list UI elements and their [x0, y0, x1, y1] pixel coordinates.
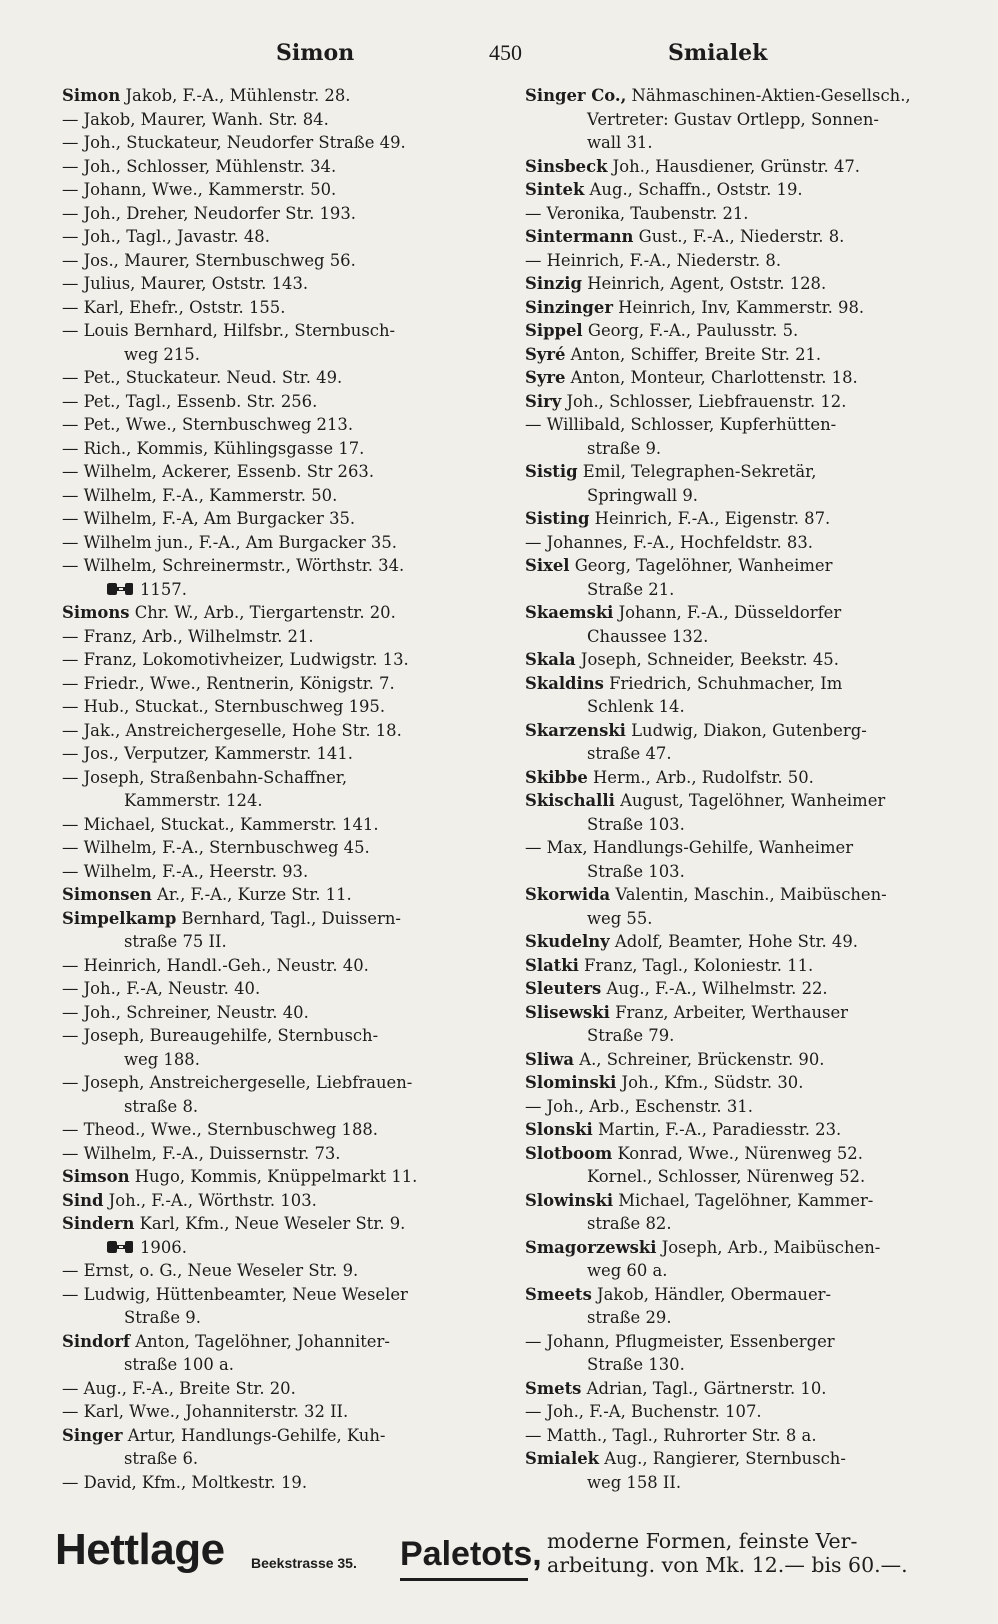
- entry-line: [62, 366, 492, 390]
- surname: Sliwa: [525, 1049, 575, 1069]
- surname: Sind: [62, 1190, 104, 1210]
- entry-text: Kammerstr. 124.: [124, 791, 263, 810]
- entry-text: — Johann, Pflugmeister, Essenberger: [525, 1331, 835, 1351]
- page-number: 450: [489, 40, 522, 65]
- entry-line: [62, 1048, 492, 1072]
- entry-text: Joseph, Schneider, Beekstr. 45.: [575, 650, 839, 669]
- entry-line: [62, 296, 492, 320]
- entry-line: [62, 860, 492, 884]
- entry-line: [525, 836, 973, 860]
- entry-text: — Joh., Tagl., Javastr. 48.: [62, 227, 270, 246]
- surname-entry: [525, 319, 973, 343]
- entry-line: [525, 1259, 973, 1283]
- surname-entry: [525, 1071, 973, 1095]
- surname-entry: [525, 1189, 973, 1213]
- surname-entry: [525, 719, 973, 743]
- entry-line: [525, 202, 973, 226]
- surname: Simson: [62, 1167, 130, 1186]
- surname-entry: [525, 883, 973, 907]
- entry-line: [525, 1353, 973, 1377]
- entry-text: — Franz, Lokomotivheizer, Ludwigstr. 13.: [62, 650, 409, 669]
- telephone-receiver-icon: [106, 582, 134, 596]
- entry-text: — Joh., Arb., Eschenstr. 31.: [525, 1096, 753, 1116]
- surname-entry: [525, 1048, 973, 1072]
- surname-entry: [525, 1283, 973, 1307]
- entry-text: Anton, Tagelöhner, Johanniter-: [130, 1331, 390, 1351]
- surname: Skarzenski: [525, 720, 626, 740]
- surname-entry: [525, 930, 973, 954]
- entry-line: [62, 272, 492, 296]
- entry-text: — Jos., Maurer, Sternbuschweg 56.: [62, 250, 356, 270]
- entry-text: Jakob, Händler, Obermauer-: [591, 1284, 832, 1304]
- entry-text: Springwall 9.: [587, 485, 698, 505]
- surname: Slowinski: [525, 1190, 614, 1210]
- entry-line: [62, 695, 492, 719]
- entry-text: — Veronika, Taubenstr. 21.: [525, 203, 749, 223]
- entry-line: [62, 437, 492, 461]
- entry-text: — Theod., Wwe., Sternbuschweg 188.: [62, 1120, 379, 1139]
- entry-line: [62, 1071, 492, 1095]
- entry-text: Michael, Tagelöhner, Kammer-: [613, 1190, 874, 1210]
- entry-line: [62, 1001, 492, 1025]
- entry-line: [62, 507, 492, 531]
- entry-text: — Pet., Tagl., Essenb. Str. 256.: [62, 391, 318, 411]
- surname: Sisting: [525, 509, 590, 528]
- entry-text: Johann, F.-A., Düsseldorfer: [613, 603, 842, 622]
- entry-line: [525, 860, 973, 884]
- entry-text: straße 100 a.: [124, 1355, 234, 1374]
- entry-line: [62, 531, 492, 555]
- entry-line: [62, 1095, 492, 1119]
- entry-line: [62, 131, 492, 155]
- surname-entry: [62, 1330, 492, 1354]
- entry-line: [525, 578, 973, 602]
- entry-text: weg 158 II.: [587, 1472, 682, 1492]
- entry-text: — David, Kfm., Moltkestr. 19.: [62, 1472, 308, 1492]
- entry-text: Straße 130.: [587, 1355, 685, 1374]
- surname: Skala: [525, 650, 576, 669]
- surname: Singer: [62, 1425, 123, 1445]
- entry-text: Vertreter: Gustav Ortlepp, Sonnen-: [587, 109, 879, 129]
- entry-line: [525, 813, 973, 837]
- entry-text: — Joseph, Bureaugehilfe, Sternbusch-: [62, 1026, 379, 1045]
- entry-line: [525, 131, 973, 155]
- entry-text: Martin, F.-A., Paradiesstr. 23.: [592, 1120, 842, 1139]
- entry-line: [62, 1024, 492, 1048]
- entry-line: [62, 554, 492, 578]
- entry-text: A., Schreiner, Brückenstr. 90.: [574, 1049, 825, 1069]
- entry-line: [62, 742, 492, 766]
- entry-line: [62, 343, 492, 367]
- entry-line: [62, 484, 492, 508]
- entry-text: Konrad, Wwe., Nürenweg 52.: [612, 1143, 863, 1163]
- entry-text: Herm., Arb., Rudolfstr. 50.: [587, 767, 814, 787]
- ad-description: [547, 1529, 908, 1577]
- entry-text: — Johannes, F.-A., Hochfeldstr. 83.: [525, 532, 813, 552]
- surname: Slominski: [525, 1073, 617, 1092]
- surname: Skaldins: [525, 673, 604, 693]
- entry-text: straße 6.: [124, 1449, 199, 1468]
- surname: Skorwida: [525, 885, 611, 904]
- surname: Simonsen: [62, 885, 152, 904]
- surname: Sindorf: [62, 1331, 131, 1351]
- entry-line: [62, 977, 492, 1001]
- entry-text: Joh., Kfm., Südstr. 30.: [616, 1073, 804, 1092]
- surname-entry: [525, 554, 973, 578]
- surname-entry: [525, 789, 973, 813]
- entry-line: [525, 484, 973, 508]
- entry-line: [525, 1165, 973, 1189]
- entry-text: — Ernst, o. G., Neue Weseler Str. 9.: [62, 1261, 359, 1280]
- entry-line: [62, 930, 492, 954]
- surname-entry: [525, 507, 973, 531]
- entry-text: — Pet., Wwe., Sternbuschweg 213.: [62, 415, 354, 434]
- entry-line: [62, 625, 492, 649]
- entry-line: [62, 954, 492, 978]
- surname-entry: [525, 178, 973, 202]
- entry-text: — Max, Handlungs-Gehilfe, Wanheimer: [525, 838, 854, 857]
- surname: Sintermann: [525, 227, 634, 246]
- telephone-receiver-icon: [106, 1240, 134, 1254]
- entry-text: Ar., F.-A., Kurze Str. 11.: [151, 885, 352, 904]
- entry-text: Ludwig, Diakon, Gutenberg-: [625, 720, 867, 740]
- entry-text: — Wilhelm, F.-A, Am Burgacker 35.: [62, 509, 356, 528]
- entry-text: weg 55.: [587, 908, 653, 928]
- ad-description-line-2: arbeitung. von Mk. 12.— bis 60.—.: [547, 1553, 908, 1577]
- entry-text: Straße 103.: [587, 861, 685, 881]
- entry-line: [62, 1142, 492, 1166]
- entry-text: Adrian, Tagl., Gärtnerstr. 10.: [581, 1378, 827, 1398]
- surname-entry: [62, 601, 492, 625]
- entry-line: [62, 1118, 492, 1142]
- entry-text: — Joh., F.-A, Neustr. 40.: [62, 979, 261, 998]
- surname-entry: [525, 296, 973, 320]
- entry-text: Hugo, Kommis, Knüppelmarkt 11.: [129, 1167, 418, 1186]
- entry-text: — Joseph, Anstreichergeselle, Liebfrauen-: [62, 1073, 413, 1092]
- surname-entry: [62, 1189, 492, 1213]
- entry-text: straße 8.: [124, 1096, 199, 1116]
- entry-text: 1906.: [140, 1237, 187, 1257]
- entry-text: Joseph, Arb., Maibüschen-: [656, 1237, 881, 1257]
- entry-text: — Franz, Arb., Wilhelmstr. 21.: [62, 626, 314, 646]
- entry-text: straße 75 II.: [124, 932, 227, 951]
- surname-entry: [525, 155, 973, 179]
- entry-line: [62, 202, 492, 226]
- entry-line: [525, 249, 973, 273]
- surname: Sinzig: [525, 274, 582, 293]
- entry-line: [525, 531, 973, 555]
- advertisement-banner: [55, 1525, 945, 1601]
- entry-line: [62, 1400, 492, 1424]
- entry-text: — Hub., Stuckat., Sternbuschweg 195.: [62, 697, 386, 716]
- surname-entry: [525, 1236, 973, 1260]
- surname-entry: [525, 1118, 973, 1142]
- entry-text: Franz, Tagl., Koloniestr. 11.: [578, 955, 814, 975]
- entry-text: — Ludwig, Hüttenbeamter, Neue Weseler: [62, 1284, 408, 1304]
- surname-entry: [62, 84, 492, 108]
- entry-text: Emil, Telegraphen-Sekretär,: [577, 462, 817, 481]
- entry-text: — Pet., Stuckateur. Neud. Str. 49.: [62, 368, 343, 387]
- surname: Sixel: [525, 556, 570, 575]
- surname: Smagorzewski: [525, 1237, 657, 1257]
- entry-line: [62, 1377, 492, 1401]
- surname-entry: [62, 1165, 492, 1189]
- phone-number-line: [62, 578, 492, 602]
- entry-text: — Matth., Tagl., Ruhrorter Str. 8 a.: [525, 1425, 817, 1445]
- surname-entry: [525, 225, 973, 249]
- surname: Smialek: [525, 1449, 600, 1468]
- surname-entry: [525, 460, 973, 484]
- entry-line: [62, 719, 492, 743]
- entry-line: [62, 813, 492, 837]
- entry-text: Straße 9.: [124, 1308, 201, 1327]
- entry-line: [62, 1259, 492, 1283]
- entry-line: [525, 1400, 973, 1424]
- entry-text: straße 82.: [587, 1214, 672, 1233]
- entry-line: [525, 1024, 973, 1048]
- entry-line: [62, 1353, 492, 1377]
- entry-line: [525, 413, 973, 437]
- entry-text: Aug., F.-A., Wilhelmstr. 22.: [601, 979, 828, 998]
- entry-text: Straße 79.: [587, 1026, 675, 1045]
- entry-line: [525, 1424, 973, 1448]
- entry-text: Joh., Schlosser, Liebfrauenstr. 12.: [561, 391, 847, 411]
- ad-address: Beekstrasse 35.: [251, 1555, 357, 1571]
- right-column: [525, 84, 973, 1494]
- entry-text: Schlenk 14.: [587, 697, 685, 716]
- entry-text: — Jakob, Maurer, Wanh. Str. 84.: [62, 109, 329, 129]
- surname: Sintek: [525, 180, 585, 199]
- surname: Slotboom: [525, 1143, 613, 1163]
- entry-line: [62, 1283, 492, 1307]
- surname: Sindern: [62, 1214, 135, 1233]
- entry-text: Straße 103.: [587, 814, 685, 834]
- surname: Sippel: [525, 321, 583, 340]
- entry-text: Heinrich, Inv, Kammerstr. 98.: [612, 297, 865, 317]
- surname: Slisewski: [525, 1002, 610, 1022]
- entry-text: — Willibald, Schlosser, Kupferhütten-: [525, 415, 837, 434]
- entry-line: [62, 413, 492, 437]
- surname: Syre: [525, 368, 566, 387]
- entry-text: — Heinrich, Handl.-Geh., Neustr. 40.: [62, 955, 369, 975]
- entry-line: [525, 1212, 973, 1236]
- entry-line: [525, 108, 973, 132]
- entry-line: [62, 225, 492, 249]
- entry-text: 1157.: [140, 579, 187, 599]
- entry-line: [525, 1471, 973, 1495]
- entry-text: — Aug., F.-A., Breite Str. 20.: [62, 1378, 296, 1398]
- entry-text: — Rich., Kommis, Kühlingsgasse 17.: [62, 438, 365, 458]
- entry-line: [62, 319, 492, 343]
- surname-entry: [525, 272, 973, 296]
- surname-entry: [525, 1377, 973, 1401]
- entry-line: [525, 695, 973, 719]
- entry-text: — Karl, Ehefr., Oststr. 155.: [62, 297, 286, 317]
- ad-underline: [400, 1578, 528, 1581]
- entry-text: Gust., F.-A., Niederstr. 8.: [633, 227, 845, 246]
- entry-text: — Julius, Maurer, Oststr. 143.: [62, 274, 309, 293]
- entry-text: weg 215.: [124, 344, 200, 364]
- surname: Slonski: [525, 1120, 593, 1139]
- entry-text: — Jos., Verputzer, Kammerstr. 141.: [62, 744, 353, 763]
- entry-text: Anton, Schiffer, Breite Str. 21.: [565, 344, 822, 364]
- entry-line: [62, 836, 492, 860]
- running-head-left: Simon: [276, 40, 355, 66]
- surname: Simons: [62, 603, 130, 622]
- entry-text: — Joh., Schlosser, Mühlenstr. 34.: [62, 156, 337, 176]
- entry-text: — Johann, Wwe., Kammerstr. 50.: [62, 180, 337, 199]
- entry-text: Aug., Rangierer, Sternbusch-: [599, 1449, 846, 1468]
- entry-text: Joh., F.-A., Wörthstr. 103.: [103, 1190, 317, 1210]
- entry-text: Aug., Schaffn., Oststr. 19.: [584, 180, 803, 199]
- entry-line: [525, 907, 973, 931]
- surname-entry: [525, 84, 973, 108]
- entry-line: [62, 1471, 492, 1495]
- surname: Sistig: [525, 462, 578, 481]
- entry-text: Jakob, F.-A., Mühlenstr. 28.: [120, 86, 351, 105]
- ad-description-line-1: moderne Formen, feinste Ver-: [547, 1529, 858, 1553]
- entry-text: — Wilhelm, Ackerer, Essenb. Str 263.: [62, 462, 375, 481]
- surname-entry: [62, 1424, 492, 1448]
- entry-line: [525, 1095, 973, 1119]
- entry-text: Anton, Monteur, Charlottenstr. 18.: [565, 368, 858, 387]
- entry-text: Georg, F.-A., Paulusstr. 5.: [582, 321, 799, 340]
- surname: Sleuters: [525, 979, 602, 998]
- entry-line: [62, 1447, 492, 1471]
- entry-line: [525, 437, 973, 461]
- entry-text: Heinrich, Agent, Oststr. 128.: [581, 274, 827, 293]
- entry-text: Bernhard, Tagl., Duissern-: [176, 908, 401, 928]
- entry-text: — Louis Bernhard, Hilfsbr., Sternbusch-: [62, 321, 396, 340]
- entry-line: [525, 1330, 973, 1354]
- entry-line: [62, 390, 492, 414]
- entry-text: — Wilhelm jun., F.-A., Am Burgacker 35.: [62, 532, 397, 552]
- entry-text: August, Tagelöhner, Wanheimer: [614, 791, 886, 810]
- entry-text: straße 29.: [587, 1308, 672, 1327]
- surname-entry: [525, 766, 973, 790]
- surname: Smeets: [525, 1284, 592, 1304]
- entry-text: — Jak., Anstreichergeselle, Hohe Str. 18.: [62, 720, 402, 740]
- entry-line: [62, 108, 492, 132]
- entry-text: — Joh., Schreiner, Neustr. 40.: [62, 1002, 309, 1022]
- surname: Simpelkamp: [62, 908, 177, 928]
- surname-entry: [525, 343, 973, 367]
- surname: Simon: [62, 86, 121, 105]
- entry-text: — Wilhelm, F.-A., Sternbuschweg 45.: [62, 838, 370, 857]
- entry-line: [62, 648, 492, 672]
- surname-entry: [525, 366, 973, 390]
- surname-entry: [525, 1001, 973, 1025]
- entry-text: Karl, Kfm., Neue Weseler Str. 9.: [134, 1214, 406, 1233]
- entry-line: [525, 1306, 973, 1330]
- surname-entry: [525, 1447, 973, 1471]
- entry-line: [62, 766, 492, 790]
- entry-text: — Joh., Dreher, Neudorfer Str. 193.: [62, 203, 356, 223]
- entry-text: — Friedr., Wwe., Rentnerin, Königstr. 7.: [62, 673, 395, 693]
- entry-line: [525, 625, 973, 649]
- entry-text: weg 60 a.: [587, 1261, 668, 1280]
- surname-entry: [525, 390, 973, 414]
- entry-text: Valentin, Maschin., Maibüschen-: [610, 885, 887, 904]
- entry-text: Nähmaschinen-Aktien-Gesellsch.,: [626, 86, 911, 105]
- surname-entry: [525, 672, 973, 696]
- running-head-right: Smialek: [668, 40, 768, 66]
- surname-entry: [525, 648, 973, 672]
- entry-text: — Karl, Wwe., Johanniterstr. 32 II.: [62, 1402, 349, 1421]
- entry-text: — Joh., Stuckateur, Neudorfer Straße 49.: [62, 133, 406, 152]
- entry-text: Friedrich, Schuhmacher, Im: [603, 673, 843, 693]
- entry-line: [62, 672, 492, 696]
- ad-product: Paletots,: [400, 1535, 542, 1573]
- entry-text: — Wilhelm, F.-A., Duissernstr. 73.: [62, 1143, 341, 1163]
- surname: Skudelny: [525, 932, 610, 951]
- entry-line: [525, 742, 973, 766]
- surname-entry: [525, 1142, 973, 1166]
- entry-text: — Wilhelm, Schreinermstr., Wörthstr. 34.: [62, 556, 405, 575]
- surname-entry: [525, 954, 973, 978]
- entry-text: Artur, Handlungs-Gehilfe, Kuh-: [122, 1425, 386, 1445]
- entry-line: [62, 178, 492, 202]
- entry-text: Chaussee 132.: [587, 626, 709, 646]
- ad-brand: Hettlage: [55, 1525, 225, 1574]
- entry-line: [62, 1306, 492, 1330]
- left-column: [62, 84, 492, 1494]
- surname: Syré: [525, 344, 566, 364]
- entry-line: [62, 460, 492, 484]
- surname: Skaemski: [525, 603, 614, 622]
- entry-text: — Wilhelm, F.-A., Kammerstr. 50.: [62, 485, 338, 505]
- surname: Sinsbeck: [525, 156, 608, 176]
- surname-entry: [525, 977, 973, 1001]
- entry-text: Heinrich, F.-A., Eigenstr. 87.: [589, 509, 831, 528]
- entry-line: [62, 155, 492, 179]
- entry-text: Straße 21.: [587, 579, 675, 599]
- entry-text: Franz, Arbeiter, Werthauser: [609, 1002, 848, 1022]
- entry-line: [62, 789, 492, 813]
- phone-number-line: [62, 1236, 492, 1260]
- surname: Skibbe: [525, 767, 588, 787]
- surname-entry: [62, 883, 492, 907]
- surname: Skischalli: [525, 791, 615, 810]
- entry-text: — Joseph, Straßenbahn-Schaffner,: [62, 767, 348, 787]
- entry-text: — Joh., F.-A, Buchenstr. 107.: [525, 1402, 762, 1421]
- surname: Slatki: [525, 955, 579, 975]
- entry-text: wall 31.: [587, 133, 653, 152]
- entry-text: Kornel., Schlosser, Nürenweg 52.: [587, 1167, 866, 1186]
- surname: Singer Co.,: [525, 86, 627, 105]
- entry-text: — Wilhelm, F.-A., Heerstr. 93.: [62, 861, 309, 881]
- entry-text: — Heinrich, F.-A., Niederstr. 8.: [525, 250, 782, 270]
- surname-entry: [62, 1212, 492, 1236]
- surname: Siry: [525, 391, 562, 411]
- surname: Sinzinger: [525, 297, 613, 317]
- entry-text: straße 9.: [587, 438, 662, 458]
- entry-line: [62, 249, 492, 273]
- entry-text: Joh., Hausdiener, Grünstr. 47.: [607, 156, 861, 176]
- entry-text: — Michael, Stuckat., Kammerstr. 141.: [62, 814, 379, 834]
- entry-text: Adolf, Beamter, Hohe Str. 49.: [609, 932, 858, 951]
- entry-text: Georg, Tagelöhner, Wanheimer: [569, 556, 833, 575]
- surname-entry: [525, 601, 973, 625]
- surname-entry: [62, 907, 492, 931]
- entry-text: weg 188.: [124, 1049, 200, 1069]
- surname: Smets: [525, 1378, 582, 1398]
- entry-text: straße 47.: [587, 744, 672, 763]
- entry-text: Chr. W., Arb., Tiergartenstr. 20.: [129, 603, 396, 622]
